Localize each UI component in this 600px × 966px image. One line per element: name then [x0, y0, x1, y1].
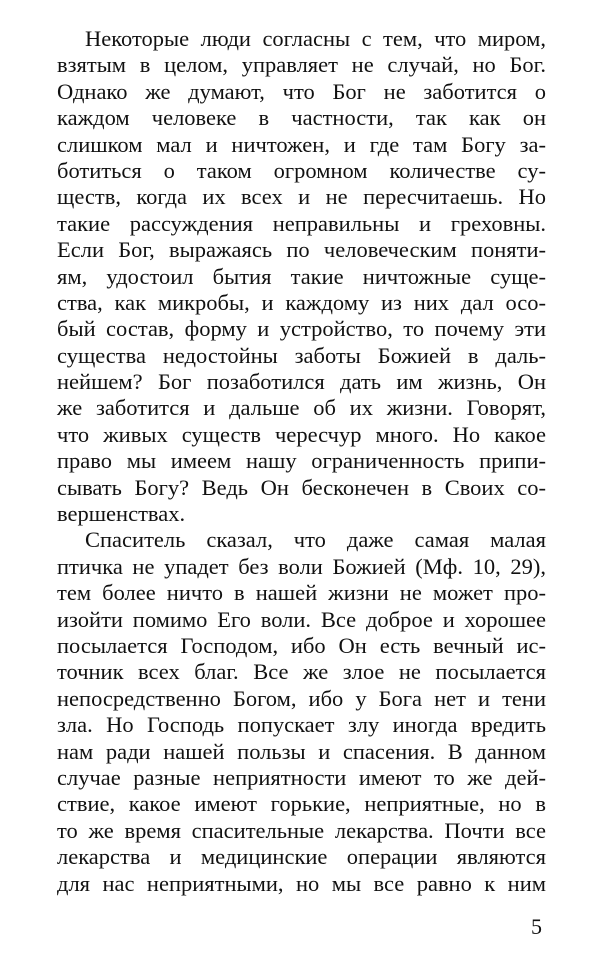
text-line: изойти помимо Его воли. Все доброе и хорошее — [57, 606, 546, 632]
text-line: ществ, когда их всех и не пересчитаешь. Но — [57, 184, 546, 210]
text-line: же заботится и дальше об их жизни. Говорят, — [57, 395, 546, 421]
text-line: ства, как микробы, и каждому из них дал осо- — [57, 289, 546, 315]
text-line: нам ради нашей пользы и спасения. В данном — [57, 738, 546, 764]
text-line: Однако же думают, что Бог не заботится о — [57, 78, 546, 104]
text-line: бый состав, форму и устройство, то почему эти — [57, 316, 546, 342]
text-line: каждом человеке в частности, так как он — [57, 105, 546, 131]
text-line: то же время спасительные лекарства. Почти все — [57, 817, 546, 843]
text-line: ям, удостоил бытия такие ничтожные суще- — [57, 263, 546, 289]
paragraph — [57, 527, 546, 896]
text-line: птичка не упадет без воли Божией (Мф. 10, 29), — [57, 553, 546, 579]
text-line: ботиться о таком огромном количестве су- — [57, 157, 546, 183]
page-number: 5 — [531, 914, 542, 939]
text-line: взятым в целом, управляет не случай, но Бог. — [57, 52, 546, 78]
text-line: случае разные неприятности имеют то же дей- — [57, 764, 546, 790]
text-line: что живых существ чересчур много. Но какое — [57, 421, 546, 447]
text-line: такие рассуждения неправильны и греховны. — [57, 210, 546, 236]
page-text — [57, 26, 546, 897]
text-line: нейшем? Бог позаботился дать им жизнь, Он — [57, 369, 546, 395]
text-line: лекарства и медицинские операции являются — [57, 844, 546, 870]
text-line: вершенствах. — [57, 501, 186, 527]
text-line: тем более ничто в нашей жизни не может про- — [57, 580, 546, 606]
text-line: ствие, какое имеют горькие, неприятные, но в — [57, 791, 546, 817]
text-line: слишком мал и ничтожен, и где там Богу за- — [57, 131, 546, 157]
text-line: непосредственно Богом, ибо у Бога нет и тени — [57, 685, 546, 711]
text-line: Некоторые люди согласны с тем, что миром, — [85, 26, 546, 51]
text-line: Если Бог, выражаясь по человеческим поняти- — [57, 237, 546, 263]
text-line: существа недостойны заботы Божией в даль- — [57, 342, 546, 368]
text-line: сывать Богу? Ведь Он бесконечен в Своих со- — [57, 474, 546, 500]
text-line: точник всех благ. Все же злое не посылается — [57, 659, 546, 685]
text-line: право мы имеем нашу ограниченность припи- — [57, 448, 546, 474]
paragraph — [57, 26, 546, 527]
text-line: для нас неприятными, но мы все равно к ним — [57, 870, 546, 896]
text-line: Спаситель сказал, что даже самая малая — [85, 527, 546, 553]
text-line: зла. Но Господь попускает злу иногда вредить — [57, 712, 546, 738]
text-line: посылается Господом, ибо Он есть вечный ис- — [57, 632, 546, 658]
